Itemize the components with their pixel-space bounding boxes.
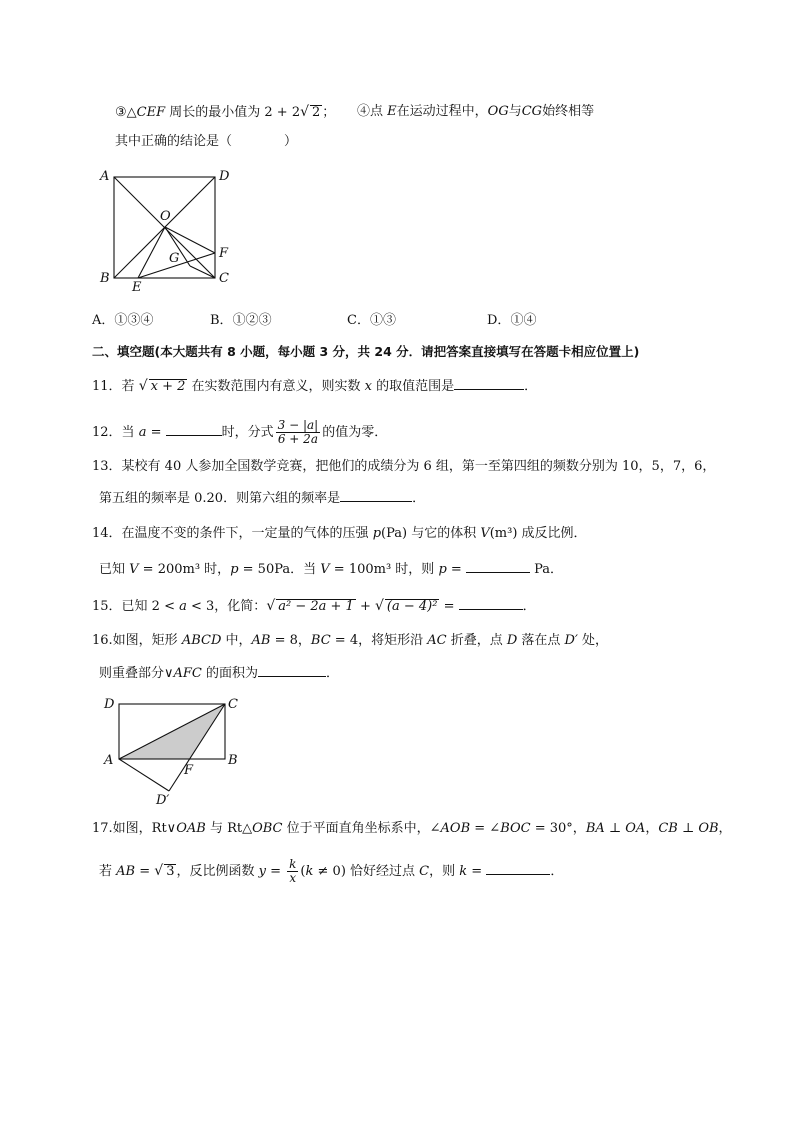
option-c: C．①③ (347, 313, 396, 328)
label-d: D (219, 169, 230, 184)
answer-blank-14[interactable] (466, 560, 530, 573)
segment-ad-prime (119, 759, 169, 791)
label-c: C (219, 271, 229, 286)
question-13-line-2: 第五组的频率是 0.20．则第六组的频率是 ． (99, 491, 426, 506)
label-a: A (100, 169, 110, 184)
q16-figure (98, 692, 248, 810)
label-g: G (169, 251, 180, 266)
question-14-line-2: 已知 V = 200m³ 时，p = 50Pa．当 V = 100m³ 时，则 p = Pa． (99, 562, 563, 577)
question-12: 12．当 a = 时，分式 $\frac{3 - |a|}{6 + 2a}$ 的值为零． (92, 418, 388, 446)
label-d-prime: D′ (156, 793, 170, 808)
answer-blank-15[interactable] (459, 597, 523, 610)
label-f: F (184, 763, 194, 778)
sqrt-symbol: √ (154, 863, 164, 879)
option-a: A．①③④ (92, 313, 154, 328)
label-e: E (132, 280, 142, 295)
sqrt-symbol: √ (300, 104, 310, 120)
answer-blank-16[interactable] (258, 664, 326, 677)
question-16-line-1: 16.如图，矩形 ABCD 中，AB = 8，BC = 4，将矩形沿 AC 折叠，点 D 落在点 D′ 处， (92, 633, 609, 648)
label-b: B (100, 271, 110, 286)
answer-blank-17[interactable] (486, 862, 550, 875)
option-b: B．①②③ (210, 313, 272, 328)
label-b: B (228, 753, 238, 768)
label-f: F (219, 246, 229, 261)
answer-blank-11[interactable] (454, 377, 524, 390)
question-17-line-2: 若 AB = √ 3 ，反比例函数 y = $\frac{k}{x}$ (k ≠ 0) 恰好经过点 C，则 k = ． (99, 857, 564, 885)
question-16-line-2: 则重叠部分∨AFC 的面积为 ． (99, 666, 340, 681)
sqrt-symbol: √ (374, 598, 384, 614)
question-15: 15．已知 2 < a < 3，化简：√ a² − 2a + 1 + √ (a − 4)² = ． (92, 598, 536, 614)
q10-figure (96, 160, 246, 295)
q10-statement-4: ④点 E在运动过程中，OG与CG始终相等 (357, 104, 595, 119)
question-11: 11．若 √ x + 2 在实数范围内有意义，则实数 x 的取值范围是 ． (92, 378, 538, 394)
fraction: $\frac{3 - |a|}{6 + 2a}$ (277, 418, 319, 446)
label-o: O (160, 209, 171, 224)
sqrt-symbol: √ (266, 598, 276, 614)
fraction-k-over-x: $\frac{k}{x}$ (289, 857, 297, 885)
question-17-line-1: 17.如图，Rt∨OAB 与 Rt△OBC 位于平面直角坐标系中，∠AOB = ∠BOC = 30°，BA ⊥ OA，CB ⊥ OB， (92, 821, 732, 836)
q10-statement-3: ③△CEF 周长的最小值为 2 + 2√ 2 ； (115, 104, 336, 120)
section-2-heading: 二、填空题(本大题共有 8 小题，每小题 3 分，共 24 分．请把答案直接填写在答题卡相应位置上) (92, 344, 640, 359)
question-13-line-1: 13．某校有 40 人参加全国数学竞赛，把他们的成绩分为 6 组，第一至第四组的频数分别为 10，5，7，6， (92, 459, 716, 474)
question-14-line-1: 14．在温度不变的条件下，一定量的气体的压强 p(Pa) 与它的体积 V(m³) 成反比例． (92, 526, 587, 541)
answer-blank-13[interactable] (340, 489, 412, 502)
label-a: A (104, 753, 114, 768)
label-d: D (104, 697, 115, 712)
label-c: C (228, 697, 238, 712)
option-d: D．①④ (487, 313, 537, 328)
answer-blank-12[interactable] (166, 423, 222, 436)
segment-gc (190, 266, 215, 278)
q10-prompt: 其中正确的结论是（ ） (115, 134, 298, 149)
sqrt-symbol: √ (138, 378, 148, 394)
segment-of (165, 227, 215, 253)
